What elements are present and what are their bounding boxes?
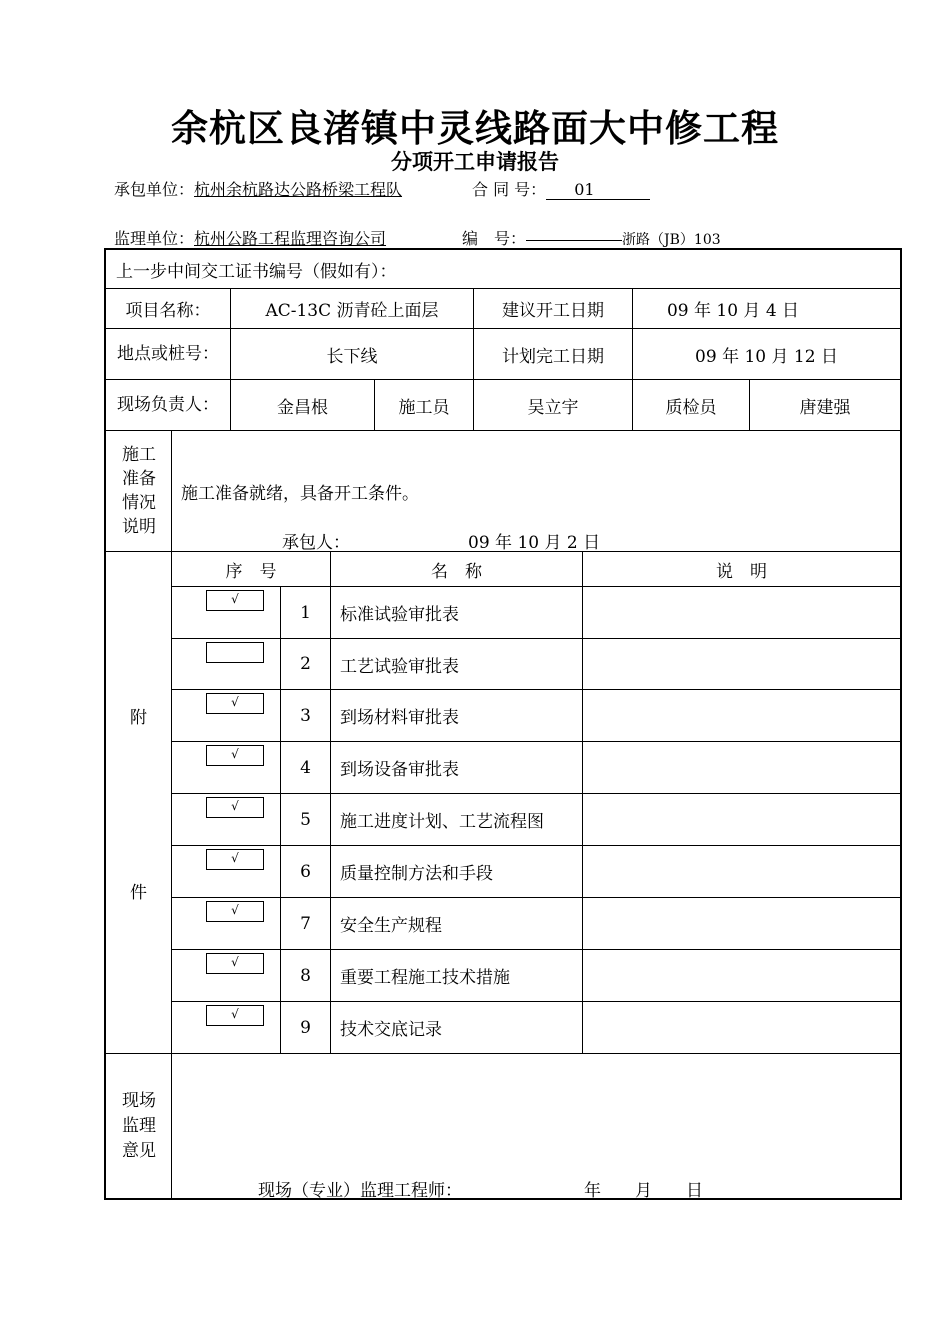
attachment-name: 安全生产规程 bbox=[340, 916, 442, 936]
document-title: 余杭区良渚镇中灵线路面大中修工程 bbox=[171, 106, 779, 150]
attachment-number: 3 bbox=[300, 705, 311, 726]
attachment-number: 4 bbox=[300, 757, 311, 778]
location-value: 长下线 bbox=[326, 346, 378, 367]
inspector-label: 质检员 bbox=[665, 397, 717, 418]
prep-label: 施工准备情况说明 bbox=[122, 445, 156, 537]
project-name-label: 项目名称： bbox=[125, 301, 211, 321]
supervisor-value: 杭州公路工程监理咨询公司 bbox=[194, 229, 387, 248]
attachment-name: 技术交底记录 bbox=[340, 1020, 442, 1040]
attachment-checkbox[interactable]: √ bbox=[206, 745, 264, 766]
engineer-label: 现场（专业）监理工程师： bbox=[258, 1181, 462, 1201]
contractor-row bbox=[114, 177, 402, 200]
attachment-name: 到场材料审批表 bbox=[340, 708, 459, 728]
supervisor-row bbox=[114, 226, 386, 249]
worker-value: 吴立宇 bbox=[527, 397, 579, 418]
prep-date: 09 年 10 月 2 日 bbox=[468, 533, 601, 553]
attachment-checkbox[interactable]: √ bbox=[206, 797, 264, 818]
attach-label-1: 附 bbox=[130, 707, 147, 728]
inspector-value: 唐建强 bbox=[799, 397, 851, 418]
location-label: 地点或桩号： bbox=[117, 343, 219, 364]
prep-text: 施工准备就绪，具备开工条件。 bbox=[181, 484, 419, 504]
start-date-label: 建议开工日期 bbox=[502, 301, 604, 321]
serial-blank bbox=[526, 226, 622, 241]
worker-label: 施工员 bbox=[398, 397, 450, 418]
opinion-date: 年 月 日 bbox=[584, 1181, 703, 1201]
project-name-value: AC-13C 沥青砼上面层 bbox=[265, 301, 439, 321]
finish-date-value: 09 年 10 月 12 日 bbox=[695, 346, 838, 367]
attachment-name: 标准试验审批表 bbox=[340, 605, 459, 625]
attachment-checkbox[interactable]: √ bbox=[206, 693, 264, 714]
opinion-label: 现场监理意见 bbox=[122, 1090, 156, 1161]
site-manager-label: 现场负责人： bbox=[117, 394, 219, 415]
contract-no-value: 01 bbox=[546, 180, 650, 200]
attachment-name: 质量控制方法和手段 bbox=[340, 864, 493, 884]
document-subtitle: 分项开工申请报告 bbox=[391, 149, 559, 174]
attachment-number: 5 bbox=[300, 809, 311, 830]
attachment-checkbox[interactable]: √ bbox=[206, 849, 264, 870]
attachment-number: 8 bbox=[300, 965, 311, 986]
serial-value: 浙路（JB）103 bbox=[622, 232, 721, 248]
attachment-number: 1 bbox=[300, 602, 311, 623]
contractor-value: 杭州余杭路达公路桥梁工程队 bbox=[194, 180, 403, 199]
contract-no-row bbox=[472, 177, 650, 200]
serial-label: 编 号： bbox=[462, 229, 527, 248]
attachment-name: 重要工程施工技术措施 bbox=[340, 968, 510, 988]
attachment-name: 工艺试验审批表 bbox=[340, 656, 459, 677]
attachment-name: 施工进度计划、工艺流程图 bbox=[340, 812, 544, 832]
col-name-header: 名 称 bbox=[431, 561, 482, 582]
contract-no-label: 合 同 号： bbox=[472, 180, 547, 199]
attachment-number: 9 bbox=[300, 1017, 311, 1038]
supervisor-label: 监理单位： bbox=[114, 229, 195, 248]
attachment-checkbox[interactable]: √ bbox=[206, 901, 264, 922]
col-desc-header: 说 明 bbox=[716, 561, 767, 582]
attachment-number: 7 bbox=[300, 913, 311, 934]
attachment-checkbox[interactable] bbox=[206, 642, 264, 663]
attachment-number: 2 bbox=[300, 654, 311, 674]
site-manager-value: 金昌根 bbox=[277, 397, 328, 418]
col-seq-header: 序 号 bbox=[225, 561, 277, 582]
finish-date-label: 计划完工日期 bbox=[502, 346, 604, 367]
attachment-number: 6 bbox=[300, 861, 311, 882]
attachment-checkbox[interactable]: √ bbox=[206, 590, 264, 611]
serial-row bbox=[462, 226, 721, 249]
attachment-name: 到场设备审批表 bbox=[340, 760, 459, 780]
start-date-value: 09 年 10 月 4 日 bbox=[666, 301, 800, 321]
prep-signer-label: 承包人： bbox=[282, 533, 350, 553]
attach-label-2: 件 bbox=[130, 882, 147, 903]
contractor-label: 承包单位： bbox=[114, 180, 195, 199]
attachment-checkbox[interactable]: √ bbox=[206, 1005, 264, 1026]
prev-cert-label: 上一步中间交工证书编号（假如有）： bbox=[116, 261, 397, 282]
attachment-checkbox[interactable]: √ bbox=[206, 953, 264, 974]
